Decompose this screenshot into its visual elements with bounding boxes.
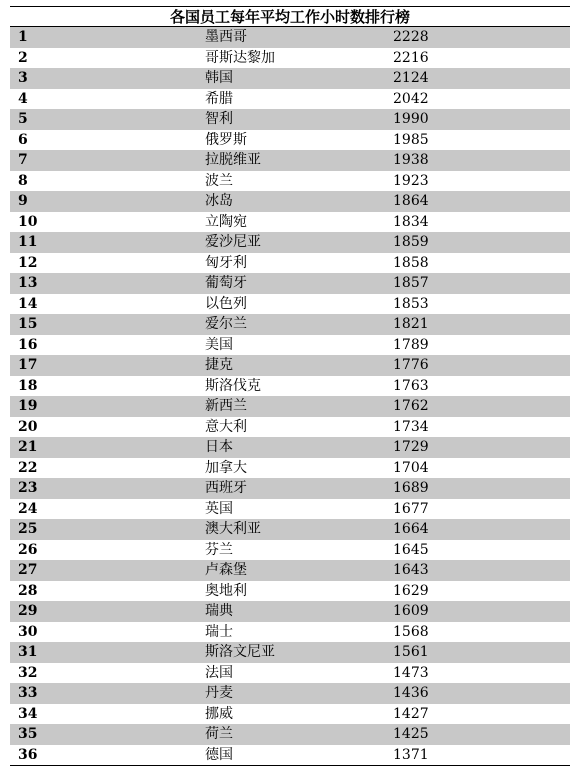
table-row bbox=[10, 355, 570, 376]
table-row bbox=[10, 232, 570, 253]
rank-cell: 35 bbox=[18, 726, 38, 742]
table-row bbox=[10, 642, 570, 663]
hours-cell: 1834 bbox=[393, 213, 429, 230]
rank-cell: 15 bbox=[18, 316, 38, 332]
country-cell: 智利 bbox=[205, 111, 233, 127]
country-cell: 荷兰 bbox=[205, 726, 233, 742]
table-row bbox=[10, 314, 570, 335]
country-cell: 加拿大 bbox=[205, 459, 247, 476]
country-cell: 瑞士 bbox=[205, 623, 233, 640]
hours-cell: 1859 bbox=[393, 234, 429, 250]
country-cell: 意大利 bbox=[205, 418, 247, 435]
rank-cell: 23 bbox=[18, 480, 38, 496]
hours-cell: 1789 bbox=[393, 336, 429, 353]
hours-cell: 1864 bbox=[393, 193, 429, 209]
rank-cell: 33 bbox=[18, 685, 38, 701]
table-row bbox=[10, 27, 570, 48]
country-cell: 冰岛 bbox=[205, 193, 233, 209]
country-cell: 爱尔兰 bbox=[205, 316, 247, 332]
table-row bbox=[10, 683, 570, 704]
country-cell: 挪威 bbox=[205, 705, 233, 722]
country-cell: 韩国 bbox=[205, 70, 233, 86]
hours-cell: 2216 bbox=[393, 49, 429, 66]
hours-cell: 1990 bbox=[393, 111, 429, 127]
table-row bbox=[10, 212, 570, 233]
hours-cell: 1561 bbox=[393, 644, 429, 660]
country-cell: 美国 bbox=[205, 336, 233, 353]
hours-cell: 1821 bbox=[393, 316, 429, 332]
country-cell: 卢森堡 bbox=[205, 562, 247, 578]
rank-cell: 26 bbox=[18, 541, 38, 558]
table-row bbox=[10, 89, 570, 110]
hours-cell: 1425 bbox=[393, 726, 429, 742]
country-cell: 法国 bbox=[205, 664, 233, 681]
country-cell: 墨西哥 bbox=[205, 29, 247, 45]
table-row bbox=[10, 253, 570, 274]
rank-cell: 13 bbox=[18, 275, 38, 291]
rank-cell: 19 bbox=[18, 398, 38, 414]
hours-cell: 1938 bbox=[393, 152, 429, 168]
country-cell: 希腊 bbox=[205, 90, 233, 107]
hours-cell: 1609 bbox=[393, 603, 429, 619]
rank-cell: 16 bbox=[18, 336, 38, 353]
rank-cell: 9 bbox=[18, 193, 28, 209]
rank-cell: 11 bbox=[18, 234, 38, 250]
table-row bbox=[10, 417, 570, 438]
table-row bbox=[10, 335, 570, 356]
hours-cell: 1629 bbox=[393, 582, 429, 599]
rank-cell: 36 bbox=[18, 746, 38, 763]
rank-cell: 29 bbox=[18, 603, 38, 619]
table-row bbox=[10, 109, 570, 130]
rank-cell: 27 bbox=[18, 562, 38, 578]
rank-cell: 18 bbox=[18, 377, 38, 394]
rank-cell: 24 bbox=[18, 500, 38, 517]
country-cell: 奥地利 bbox=[205, 582, 247, 599]
table-row bbox=[10, 745, 570, 766]
country-cell: 英国 bbox=[205, 500, 233, 517]
country-cell: 爱沙尼亚 bbox=[205, 234, 261, 250]
table-row bbox=[10, 540, 570, 561]
country-cell: 新西兰 bbox=[205, 398, 247, 414]
hours-cell: 1776 bbox=[393, 357, 429, 373]
country-cell: 丹麦 bbox=[205, 685, 233, 701]
rank-cell: 6 bbox=[18, 131, 28, 148]
hours-cell: 1858 bbox=[393, 254, 429, 271]
country-cell: 匈牙利 bbox=[205, 254, 247, 271]
hours-cell: 1664 bbox=[393, 521, 429, 537]
table-row bbox=[10, 499, 570, 520]
country-cell: 哥斯达黎加 bbox=[205, 49, 275, 66]
rank-cell: 14 bbox=[18, 295, 38, 312]
hours-cell: 1677 bbox=[393, 500, 429, 517]
rank-cell: 28 bbox=[18, 582, 38, 599]
ranking-table bbox=[10, 27, 570, 766]
table-row bbox=[10, 601, 570, 622]
table-row bbox=[10, 171, 570, 192]
table-row bbox=[10, 663, 570, 684]
rank-cell: 20 bbox=[18, 418, 38, 435]
country-cell: 波兰 bbox=[205, 172, 233, 189]
hours-cell: 1643 bbox=[393, 562, 429, 578]
table-row bbox=[10, 622, 570, 643]
table-row bbox=[10, 704, 570, 725]
hours-cell: 1923 bbox=[393, 172, 429, 189]
rank-cell: 12 bbox=[18, 254, 38, 271]
country-cell: 西班牙 bbox=[205, 480, 247, 496]
country-cell: 瑞典 bbox=[205, 603, 233, 619]
country-cell: 芬兰 bbox=[205, 541, 233, 558]
table-row bbox=[10, 519, 570, 540]
rank-cell: 8 bbox=[18, 172, 28, 189]
rank-cell: 17 bbox=[18, 357, 38, 373]
rank-cell: 3 bbox=[18, 70, 28, 86]
rank-cell: 30 bbox=[18, 623, 38, 640]
table-row bbox=[10, 191, 570, 212]
country-cell: 立陶宛 bbox=[205, 213, 247, 230]
hours-cell: 1985 bbox=[393, 131, 429, 148]
country-cell: 德国 bbox=[205, 746, 233, 763]
hours-cell: 1762 bbox=[393, 398, 429, 414]
hours-cell: 2124 bbox=[393, 70, 429, 86]
table-row bbox=[10, 560, 570, 581]
rank-cell: 21 bbox=[18, 439, 38, 455]
rank-cell: 22 bbox=[18, 459, 38, 476]
hours-cell: 1473 bbox=[393, 664, 429, 681]
hours-cell: 1436 bbox=[393, 685, 429, 701]
country-cell: 澳大利亚 bbox=[205, 521, 261, 537]
rank-cell: 2 bbox=[18, 49, 28, 66]
rank-cell: 25 bbox=[18, 521, 38, 537]
table-row bbox=[10, 150, 570, 171]
hours-cell: 1427 bbox=[393, 705, 429, 722]
table-row bbox=[10, 437, 570, 458]
country-cell: 拉脱维亚 bbox=[205, 152, 261, 168]
hours-cell: 2228 bbox=[393, 29, 429, 45]
rank-cell: 7 bbox=[18, 152, 28, 168]
table-row bbox=[10, 478, 570, 499]
table-row bbox=[10, 458, 570, 479]
table-row bbox=[10, 581, 570, 602]
rank-cell: 4 bbox=[18, 90, 28, 107]
hours-cell: 1704 bbox=[393, 459, 429, 476]
table-row bbox=[10, 68, 570, 89]
rank-cell: 31 bbox=[18, 644, 38, 660]
country-cell: 葡萄牙 bbox=[205, 275, 247, 291]
table-row bbox=[10, 273, 570, 294]
table-row bbox=[10, 724, 570, 745]
rank-cell: 32 bbox=[18, 664, 38, 681]
hours-cell: 1371 bbox=[393, 746, 429, 763]
hours-cell: 1857 bbox=[393, 275, 429, 291]
table-row bbox=[10, 396, 570, 417]
rank-cell: 1 bbox=[18, 29, 28, 45]
table-row bbox=[10, 130, 570, 151]
hours-cell: 1568 bbox=[393, 623, 429, 640]
table-row bbox=[10, 294, 570, 315]
hours-cell: 2042 bbox=[393, 90, 429, 107]
table-title: 各国员工每年平均工作小时数排行榜 bbox=[10, 6, 570, 27]
hours-cell: 1645 bbox=[393, 541, 429, 558]
country-cell: 日本 bbox=[205, 439, 233, 455]
country-cell: 俄罗斯 bbox=[205, 131, 247, 148]
table-row bbox=[10, 48, 570, 69]
hours-cell: 1734 bbox=[393, 418, 429, 435]
country-cell: 斯洛文尼亚 bbox=[205, 644, 275, 660]
rank-cell: 10 bbox=[18, 213, 38, 230]
hours-cell: 1763 bbox=[393, 377, 429, 394]
hours-cell: 1853 bbox=[393, 295, 429, 312]
country-cell: 以色列 bbox=[205, 295, 247, 312]
hours-cell: 1689 bbox=[393, 480, 429, 496]
rank-cell: 5 bbox=[18, 111, 28, 127]
country-cell: 捷克 bbox=[205, 357, 233, 373]
rank-cell: 34 bbox=[18, 705, 38, 722]
table-row bbox=[10, 376, 570, 397]
country-cell: 斯洛伐克 bbox=[205, 377, 261, 394]
hours-cell: 1729 bbox=[393, 439, 429, 455]
